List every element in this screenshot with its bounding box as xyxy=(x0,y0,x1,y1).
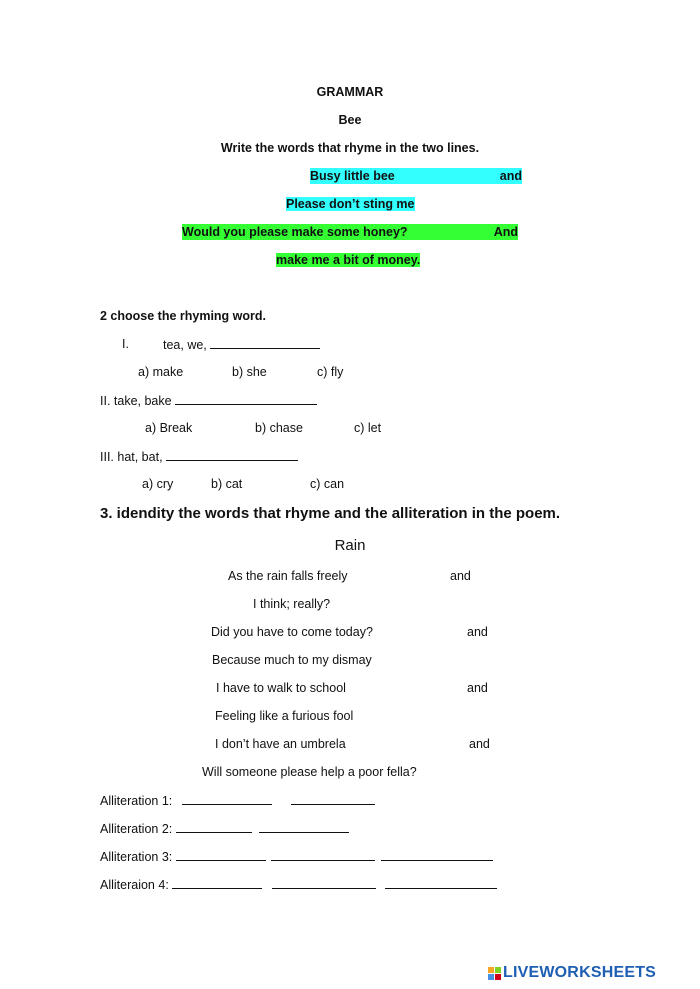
q3-option-a[interactable]: a) cry xyxy=(142,477,174,491)
q2-option-b[interactable]: b) chase xyxy=(255,421,303,435)
q1-option-a[interactable]: a) make xyxy=(138,365,184,379)
q3-option-b[interactable]: b) cat xyxy=(211,477,243,491)
bee-line-1-suffix: and xyxy=(499,169,522,183)
alliteration-4-blank-1[interactable] xyxy=(172,876,262,889)
bee-line-2-text: Please don’t sting me xyxy=(286,197,415,211)
rain-line-2: I think; really? xyxy=(253,597,331,611)
q1-prompt xyxy=(163,336,320,353)
bee-line-2 xyxy=(286,196,415,212)
alliteration-1 xyxy=(100,792,375,809)
rain-line-5-suffix: and xyxy=(467,681,488,695)
rain-line-8: Will someone please help a poor fella? xyxy=(202,765,417,779)
rain-line-7-suffix: and xyxy=(469,737,490,751)
alliteration-2-blank-2[interactable] xyxy=(259,820,349,833)
q3-option-c[interactable]: c) can xyxy=(310,477,345,491)
alliteration-2 xyxy=(100,820,349,837)
alliteration-1-label: Alliteration 1: xyxy=(100,794,173,808)
q3-words: III. hat, bat, xyxy=(100,450,163,464)
alliteration-3-blank-3[interactable] xyxy=(381,848,493,861)
section2-heading: 2 choose the rhyming word. xyxy=(100,309,266,323)
poem-title-rain: Rain xyxy=(334,537,366,554)
bee-line-1-text: Busy little bee xyxy=(310,169,395,183)
page-title: GRAMMAR xyxy=(316,85,384,99)
poem-title-bee: Bee xyxy=(338,113,362,127)
q2-option-a[interactable]: a) Break xyxy=(145,421,193,435)
bee-line-1 xyxy=(310,168,522,184)
alliteration-1-blank-1[interactable] xyxy=(182,792,272,805)
q2-option-c[interactable]: c) let xyxy=(354,421,382,435)
bee-line-4-text: make me a bit of money. xyxy=(276,253,421,267)
rain-line-4: Because much to my dismay xyxy=(212,653,372,667)
liveworksheets-logo-icon xyxy=(488,967,501,980)
alliteration-3-label: Alliteration 3: xyxy=(100,850,173,864)
alliteration-4-blank-2[interactable] xyxy=(272,876,376,889)
alliteration-4-label: Alliteraion 4: xyxy=(100,878,169,892)
liveworksheets-logo-text: LIVEWORKSHEETS xyxy=(503,964,657,981)
liveworksheets-logo[interactable] xyxy=(488,964,656,982)
q1-option-b[interactable]: b) she xyxy=(232,365,267,379)
rain-line-5: I have to walk to school xyxy=(216,681,346,695)
rain-line-3: Did you have to come today? xyxy=(211,625,373,639)
q1-option-c[interactable]: c) fly xyxy=(317,365,344,379)
rain-line-7: I don’t have an umbrela xyxy=(215,737,346,751)
rain-line-6: Feeling like a furious fool xyxy=(215,709,354,723)
section3-heading: 3. idendity the words that rhyme and the alliteration in the poem. xyxy=(100,505,561,522)
q1-numeral: I. xyxy=(122,337,129,351)
q3-answer-blank[interactable] xyxy=(166,448,298,461)
alliteration-3-blank-2[interactable] xyxy=(271,848,375,861)
rain-line-3-suffix: and xyxy=(467,625,488,639)
q3-prompt xyxy=(100,448,298,465)
bee-line-3 xyxy=(182,224,518,240)
bee-line-3-text: Would you please make some honey? xyxy=(182,225,408,239)
instruction: Write the words that rhyme in the two lines. xyxy=(220,141,480,155)
q2-prompt xyxy=(100,392,317,409)
alliteration-2-label: Alliteration 2: xyxy=(100,822,173,836)
q2-answer-blank[interactable] xyxy=(175,392,317,405)
bee-line-4 xyxy=(276,252,420,268)
alliteration-2-blank-1[interactable] xyxy=(176,820,252,833)
alliteration-1-blank-2[interactable] xyxy=(291,792,375,805)
alliteration-4 xyxy=(100,876,497,893)
alliteration-4-blank-3[interactable] xyxy=(385,876,497,889)
bee-line-3-highlight xyxy=(182,224,518,240)
alliteration-3 xyxy=(100,848,493,865)
q2-words: II. take, bake xyxy=(100,394,172,408)
q1-answer-blank[interactable] xyxy=(210,336,320,349)
bee-line-1-highlight xyxy=(310,168,522,184)
alliteration-3-blank-1[interactable] xyxy=(176,848,266,861)
rain-line-1-suffix: and xyxy=(450,569,471,583)
rain-line-1: As the rain falls freely xyxy=(228,569,348,583)
bee-line-3-suffix: And xyxy=(493,225,518,239)
q1-words: tea, we, xyxy=(163,338,207,352)
